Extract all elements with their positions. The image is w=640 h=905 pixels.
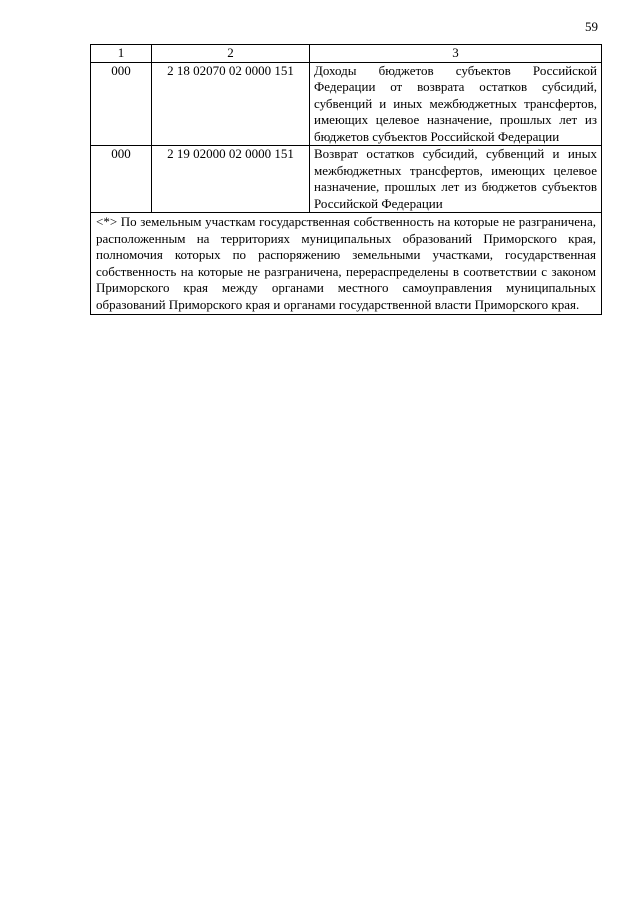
kbk-code-cell: 2 19 02000 02 0000 151 [152,146,310,213]
column-header-3: 3 [310,45,602,63]
kbk-code-cell: 2 18 02070 02 0000 151 [152,62,310,146]
budget-codes-table [90,44,602,315]
admin-code-cell: 000 [91,62,152,146]
description-cell: Возврат остатков субсидий, субвенций и иных межбюджетных трансфертов, имеющих целевое назначение, прошлых лет из бюджетов субъектов Российской Федерации [310,146,602,213]
admin-code-cell: 000 [91,146,152,213]
footnote-row [91,213,602,315]
column-header-1: 1 [91,45,152,63]
footnote-text: <*> По земельным участкам государственная собственность на которые не разграничена, расположенным на территориях муниципальных образований Приморского края, полномочия которых по распоряжению земельными участками, государственная собственность на которые не разграничена, перераспределены в соответствии с законом Приморского края между органами местного самоуправления муниципальных образований Приморского края и органами государственной власти Приморского края. [91,213,602,315]
table-row [91,146,602,213]
description-cell: Доходы бюджетов субъектов Российской Федерации от возврата остатков субсидий, субвенций и иных межбюджетных трансфертов, имеющих целевое назначение, прошлых лет из бюджетов субъектов Российской Федерации [310,62,602,146]
column-header-2: 2 [152,45,310,63]
table-header-row [91,45,602,63]
page-number: 59 [585,19,598,34]
table-row [91,62,602,146]
